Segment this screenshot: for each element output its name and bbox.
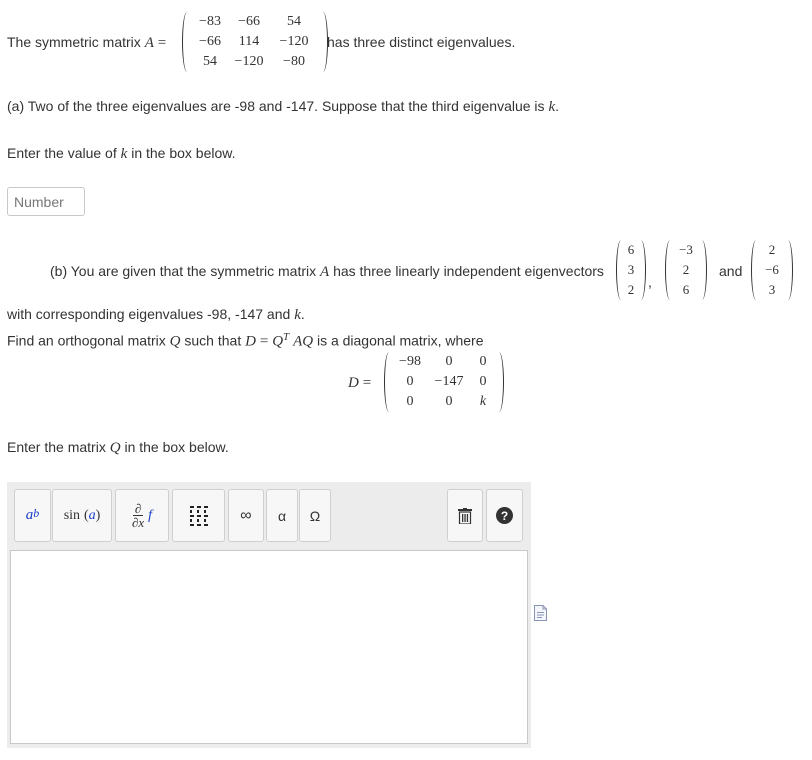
part-b-find: Find an orthogonal matrix Q such that $D = Q^T$ AQ is a diagonal matrix, where <box>7 331 484 350</box>
matrix-cell: 3 <box>768 282 776 297</box>
matrix-cell: 3 <box>627 262 635 277</box>
eigenvector-3-grid <box>761 240 783 300</box>
intro-text: The symmetric matrix A = <box>7 34 167 51</box>
part-b-eigenvalues: with corresponding eigenvalues -98, -147 and k. <box>7 306 305 323</box>
power-button[interactable] <box>14 489 51 542</box>
derivative-denominator: ∂x <box>131 515 145 530</box>
part-a-instruction: Enter the value of k in the box below. <box>7 145 236 162</box>
right-paren <box>697 240 707 300</box>
infinity-symbol: ∞ <box>240 506 252 524</box>
eigenvector-1-grid <box>626 240 636 300</box>
matrix-cell: −83 <box>199 14 221 29</box>
help-icon: ? <box>496 507 513 524</box>
matrix-cell: −66 <box>199 34 221 49</box>
eigenvector-1 <box>616 240 646 300</box>
function-open: ( <box>83 507 89 523</box>
delete-button[interactable] <box>447 489 483 542</box>
matrix-cell: −66 <box>238 14 260 29</box>
function-arg: a <box>88 507 96 523</box>
matrix-button[interactable] <box>172 489 225 542</box>
matrix-cell: −6 <box>765 262 779 277</box>
left-paren <box>384 352 394 412</box>
and-text: and <box>719 263 743 279</box>
matrix-d-grid <box>394 352 494 412</box>
intro-suffix: has three distinct eigenvalues. <box>327 34 516 50</box>
matrix-cell: 2 <box>682 262 690 277</box>
preview-icon[interactable] <box>534 605 547 624</box>
derivative-f: f <box>148 507 153 523</box>
trash-icon <box>458 508 472 524</box>
matrix-cell: 114 <box>238 34 260 49</box>
matrix-cell: 6 <box>627 242 635 257</box>
matrix-answer-input[interactable] <box>10 550 528 744</box>
matrix-a <box>182 12 328 72</box>
matrix-cell: −120 <box>279 34 309 49</box>
matrix-cell: −147 <box>434 374 464 389</box>
function-name: sin <box>63 507 81 523</box>
greek-lower-button[interactable] <box>266 489 298 542</box>
matrix-cell: 0 <box>445 354 453 369</box>
matrix-d-label: D = <box>348 375 372 391</box>
matrix-cell: 54 <box>203 54 217 69</box>
matrix-cell: −80 <box>283 54 305 69</box>
eigenvector-2-grid <box>675 240 697 300</box>
alpha-symbol: α <box>277 507 287 524</box>
matrix-cell: 0 <box>479 374 487 389</box>
matrix-cell: k <box>479 394 487 409</box>
matrix-cell: 54 <box>287 14 301 29</box>
part-a-question: (a) Two of the three eigenvalues are -98 and -147. Suppose that the third eigenvalue is k. <box>7 98 559 115</box>
matrix-cell: 2 <box>627 282 635 297</box>
derivative-numerator: ∂ <box>134 501 142 516</box>
derivative-fraction <box>132 502 144 529</box>
power-base: a <box>25 507 34 523</box>
power-exponent: b <box>33 506 40 520</box>
math-editor <box>7 482 531 748</box>
matrix-d <box>384 352 504 412</box>
right-paren <box>494 352 504 412</box>
left-paren <box>616 240 626 300</box>
right-paren <box>783 240 793 300</box>
part-b-question: (b) You are given that the symmetric matrix A has three linearly independent eigenvectors <box>50 263 604 280</box>
function-close: ) <box>95 507 101 523</box>
function-button[interactable] <box>52 489 112 542</box>
matrix-cell: 0 <box>406 374 414 389</box>
matrix-icon <box>190 506 208 526</box>
eigenvector-3 <box>751 240 793 300</box>
left-paren <box>665 240 675 300</box>
right-paren <box>636 240 646 300</box>
eigenvector-2 <box>665 240 707 300</box>
left-paren <box>182 12 192 72</box>
greek-upper-button[interactable] <box>299 489 331 542</box>
matrix-cell: −98 <box>399 354 421 369</box>
left-paren <box>751 240 761 300</box>
matrix-cell: 0 <box>479 354 487 369</box>
part-b-enter: Enter the matrix Q in the box below. <box>7 439 229 456</box>
derivative-button[interactable] <box>115 489 169 542</box>
comma: , <box>648 274 652 290</box>
omega-symbol: Ω <box>309 507 321 524</box>
matrix-cell: 2 <box>768 242 776 257</box>
number-input[interactable] <box>7 187 85 216</box>
help-button[interactable] <box>486 489 523 542</box>
matrix-cell: −3 <box>679 242 693 257</box>
infinity-button[interactable] <box>228 489 264 542</box>
matrix-cell: 0 <box>445 394 453 409</box>
matrix-cell: 6 <box>682 282 690 297</box>
matrix-cell: −120 <box>234 54 264 69</box>
matrix-cell: 0 <box>406 394 414 409</box>
matrix-a-grid <box>192 12 318 72</box>
